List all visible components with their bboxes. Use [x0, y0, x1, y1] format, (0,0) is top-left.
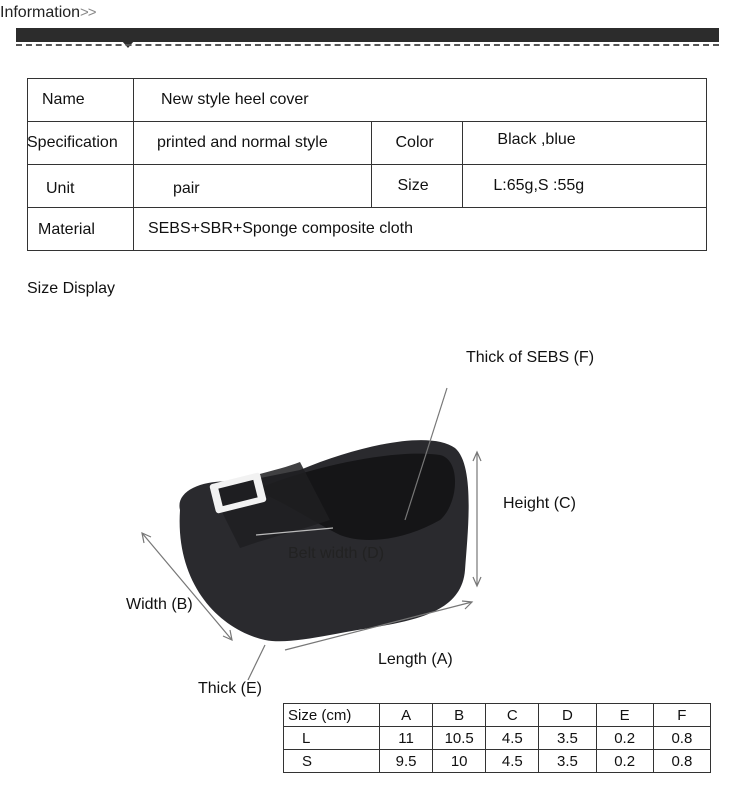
belt-width-callout: Belt width (D) [288, 545, 385, 562]
value-cell: 3.5 [539, 750, 596, 773]
info-label-cell [371, 165, 463, 208]
value-cell: 10.5 [433, 727, 486, 750]
column-header: A [380, 704, 433, 727]
height-callout: Height (C) [503, 495, 576, 512]
table-row [28, 122, 707, 165]
section-title-text: Information [0, 4, 81, 21]
info-value-cell [133, 208, 706, 251]
length-callout: Length (A) [378, 651, 453, 668]
info-label-cell [28, 79, 134, 122]
thick-sebs-callout: Thick of SEBS (F) [466, 349, 595, 366]
color-value: Black ,blue [497, 131, 576, 148]
info-label-cell [28, 208, 134, 251]
info-label-cell [28, 122, 134, 165]
column-header: B [433, 704, 486, 727]
size-display-title: Size Display [27, 280, 116, 297]
value-cell: 4.5 [486, 727, 539, 750]
e-leader-line [248, 645, 265, 680]
value-cell: 0.8 [653, 750, 710, 773]
info-label-cell [371, 122, 463, 165]
unit-label: Unit [46, 180, 75, 197]
table-header-row [284, 704, 711, 727]
info-label-cell [28, 165, 134, 208]
size-cell: L [284, 727, 380, 750]
section-title [0, 4, 96, 22]
header-divider-dash [16, 44, 719, 46]
value-cell: 9.5 [380, 750, 433, 773]
value-cell: 0.8 [653, 727, 710, 750]
spec-value: printed and normal style [156, 134, 328, 151]
size-cell: S [284, 750, 380, 773]
material-value: SEBS+SBR+Sponge composite cloth [147, 220, 413, 237]
size-value: L:65g,S :55g [493, 177, 585, 194]
value-cell: 11 [380, 727, 433, 750]
value-cell: 4.5 [486, 750, 539, 773]
material-label: Material [38, 221, 95, 238]
header-divider-bar [16, 28, 719, 42]
color-label: Color [395, 134, 434, 151]
table-row [28, 165, 707, 208]
info-value-cell [133, 79, 706, 122]
table-row [28, 208, 707, 251]
double-chevron-icon: >> [80, 4, 96, 21]
table-row [28, 79, 707, 122]
unit-value: pair [172, 180, 200, 197]
arrow-right-icon [462, 601, 472, 609]
spec-label: Specification [27, 134, 118, 151]
column-header: D [539, 704, 596, 727]
info-value-cell [463, 122, 707, 165]
info-value-cell [133, 165, 371, 208]
table-row [284, 750, 711, 773]
name-label: Name [42, 91, 85, 108]
size-label: Size [397, 177, 429, 194]
column-header: Size (cm) [284, 704, 380, 727]
info-value-cell [463, 165, 707, 208]
thick-callout: Thick (E) [198, 680, 262, 697]
table-row [284, 727, 711, 750]
value-cell: 0.2 [596, 750, 653, 773]
column-header: F [653, 704, 710, 727]
info-value-cell [133, 122, 371, 165]
value-cell: 10 [433, 750, 486, 773]
value-cell: 0.2 [596, 727, 653, 750]
size-table [283, 703, 711, 773]
info-table [27, 78, 707, 251]
width-callout: Width (B) [126, 596, 193, 613]
name-value: New style heel cover [160, 91, 309, 108]
heel-cover-illustration [0, 330, 750, 710]
value-cell: 3.5 [539, 727, 596, 750]
column-header: C [486, 704, 539, 727]
column-header: E [596, 704, 653, 727]
